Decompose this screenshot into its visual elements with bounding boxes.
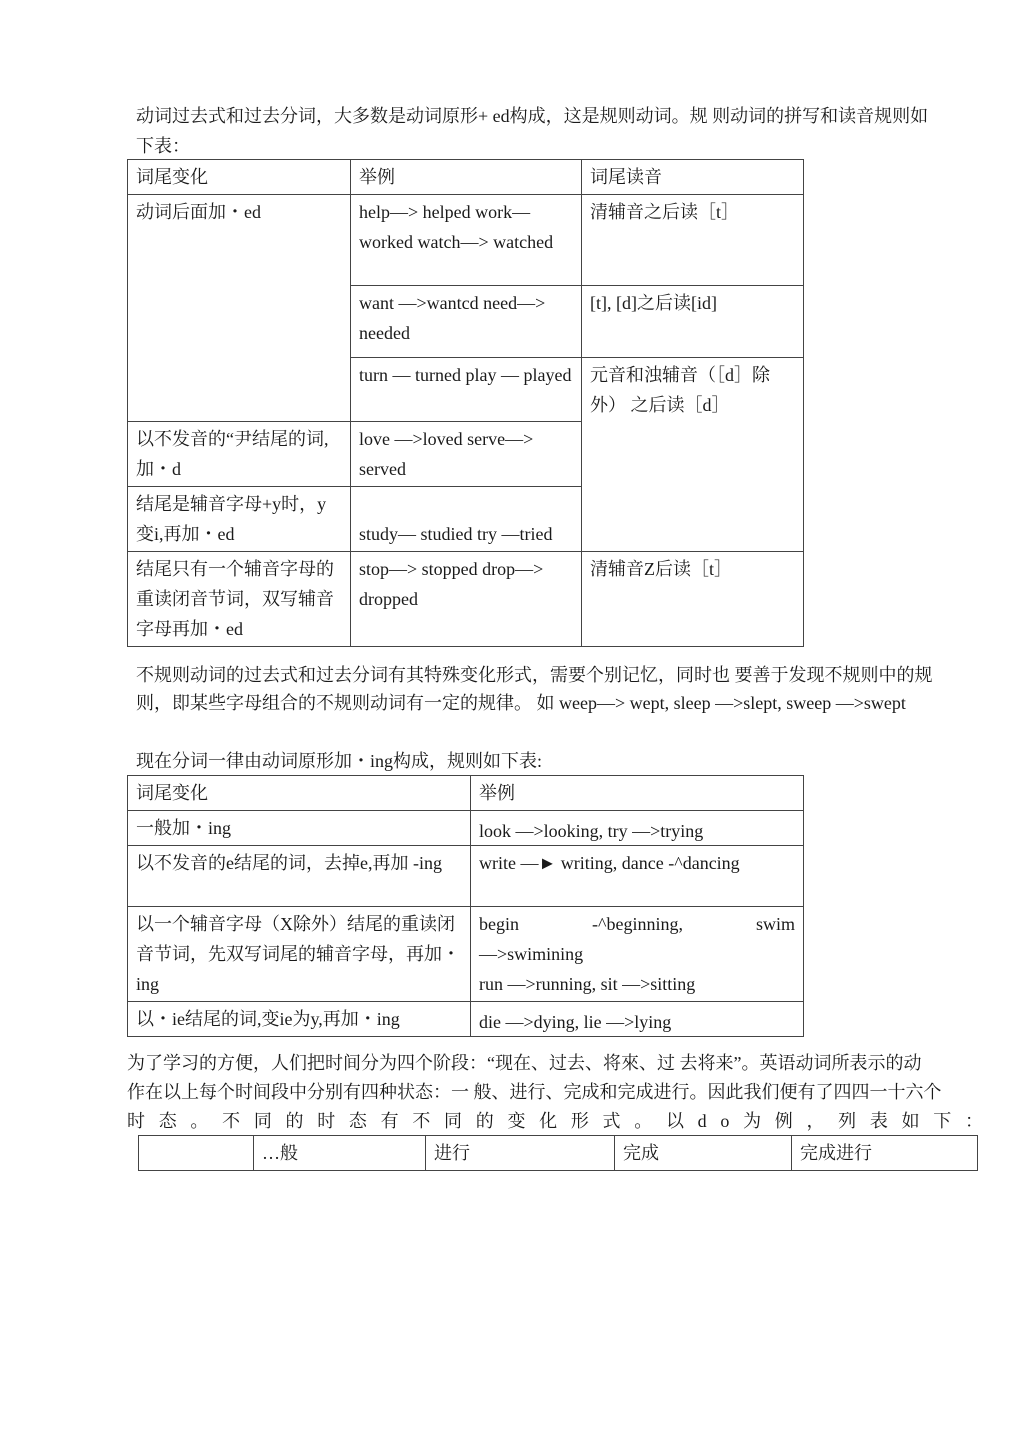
ing-example-general: look —>looking, try —>trying <box>471 811 804 846</box>
tense-line-3-char: 以 <box>665 1111 684 1131</box>
header-ending-change: 词尾变化 <box>128 160 351 195</box>
tense-line-3-char: 不 <box>412 1111 431 1131</box>
ing-rule-general: 一般加・ing <box>128 811 471 846</box>
irregular-line-1: 不规则动词的过去式和过去分词有其特殊变化形式，需要个别记忆，同时也 要善于发现不规则中的规 <box>136 665 933 685</box>
ing-intro: 现在分词一律由动词原形加・ing构成，规则如下表: <box>136 751 542 771</box>
example-love: love —>loved serve—> served <box>351 422 582 487</box>
pron-id: [t], [d]之后读[id] <box>582 286 804 358</box>
ing-form-table <box>127 775 804 1037</box>
ing-example-double <box>471 907 804 1002</box>
tense-line-3-char: 表 <box>869 1111 888 1131</box>
ing-example-ie: die —>dying, lie —>lying <box>471 1002 804 1037</box>
tense-line-3-char: 的 <box>475 1111 494 1131</box>
rule-add-ed: 动词后面加・ed <box>128 195 351 422</box>
intro-line-1: 动词过去式和过去分词，大多数是动词原形+ ed构成，这是规则动词。规 则动词的拼写和读音规则如 <box>136 106 929 126</box>
pron-t: 清辅音之后读［t］ <box>582 195 804 286</box>
tense-line-3-char: o <box>720 1111 730 1131</box>
header-ending-change-2: 词尾变化 <box>128 776 471 811</box>
rule-double-consonant: 结尾只有一个辅音字母的重读闭音节词，双写辅音字母再加・ed <box>128 552 351 647</box>
tense-header-blank <box>139 1136 254 1171</box>
ing-example-swimining: —>swimining <box>479 944 584 964</box>
ing-example-beginning: -^beginning, <box>592 914 683 934</box>
tense-header-simple: …般 <box>254 1136 426 1171</box>
tense-line-3-char: 。 <box>634 1111 653 1131</box>
tense-header-perfect-progressive: 完成进行 <box>792 1136 978 1171</box>
tense-line-3-char: 态 <box>348 1111 367 1131</box>
example-turn: turn — turned play — played <box>351 358 582 422</box>
tense-line-1: 为了学习的方便，人们把时间分为四个阶段：“现在、过去、将來、过 去将来”。英语动词所表示的动 <box>127 1053 922 1073</box>
irregular-line-2: 则，即某些字母组合的不规则动词有一定的规律。 如 weep—> wept, sleep —>slept, sweep —>swept <box>136 693 906 713</box>
tense-line-3-char: 如 <box>901 1111 920 1131</box>
tense-table <box>138 1135 978 1171</box>
tense-line-3-char: 时 <box>127 1111 145 1131</box>
rule-y-to-i: 结尾是辅音字母+y时，y变i,再加・ed <box>128 487 351 552</box>
ing-rule-double: 以一个辅音字母（X除外）结尾的重读闭音节词，先双写词尾的辅音字母，再加・ing <box>128 907 471 1002</box>
tense-line-3-char: 为 <box>743 1111 762 1131</box>
tense-line-3-char: 同 <box>444 1111 463 1131</box>
tense-line-3-char: d <box>697 1111 707 1131</box>
rule-add-d: 以不发音的“尹结尾的词,加・d <box>128 422 351 487</box>
tense-header-perfect: 完成 <box>615 1136 792 1171</box>
tense-line-3-char: 下 <box>933 1111 952 1131</box>
example-study: study— studied try —tried <box>351 487 582 552</box>
ing-example-silent-e: write —► writing, dance -^dancing <box>471 846 804 907</box>
tense-line-3-char: 不 <box>222 1111 241 1131</box>
tense-line-3-char: ： <box>964 1111 983 1131</box>
ing-example-run: run —>running, sit —>sitting <box>479 974 696 994</box>
tense-line-3-char: 例 <box>774 1111 793 1131</box>
pron-z: 清辅音Z后读［t］ <box>582 552 804 647</box>
ing-rule-silent-e: 以不发音的e结尾的词，去掉e,再加 -ing <box>128 846 471 907</box>
example-stop: stop—> stopped drop—> dropped <box>351 552 582 647</box>
tense-line-3-char: 有 <box>380 1111 399 1131</box>
past-tense-table <box>127 159 804 647</box>
header-pronunciation: 词尾读音 <box>582 160 804 195</box>
tense-line-3-char: 态 <box>158 1111 177 1131</box>
tense-line-3-char: 式 <box>602 1111 621 1131</box>
ing-rule-ie: 以・ie结尾的词,变ie为y,再加・ing <box>128 1002 471 1037</box>
tense-line-3-char: ， <box>806 1111 825 1131</box>
tense-line-3 <box>127 1106 983 1136</box>
tense-line-3-char: 列 <box>838 1111 857 1131</box>
example-help: help—> helped work—worked watch—> watched <box>351 195 582 286</box>
ing-example-swim: swim <box>755 914 795 934</box>
tense-line-3-char: 同 <box>253 1111 272 1131</box>
tense-line-3-char: 的 <box>285 1111 304 1131</box>
tense-line-3-char: 。 <box>190 1111 209 1131</box>
tense-line-3-char: 变 <box>507 1111 526 1131</box>
tense-line-2: 作在以上每个时间段中分别有四种状态：一 般、进行、完成和完成进行。因此我们便有了四四一十六个 <box>127 1082 942 1102</box>
tense-line-3-char: 时 <box>317 1111 336 1131</box>
header-example-2: 举例 <box>471 776 804 811</box>
ing-example-begin: begin <box>479 914 519 934</box>
intro-line-2: 下表： <box>136 136 190 156</box>
tense-line-3-char: 化 <box>539 1111 558 1131</box>
tense-header-progressive: 进行 <box>426 1136 615 1171</box>
tense-line-3-char: 形 <box>570 1111 589 1131</box>
header-example: 举例 <box>351 160 582 195</box>
example-want: want —>wantcd need—> needed <box>351 286 582 358</box>
pron-d: 元音和浊辅音（［d］除外） 之后读［d］ <box>582 358 804 552</box>
